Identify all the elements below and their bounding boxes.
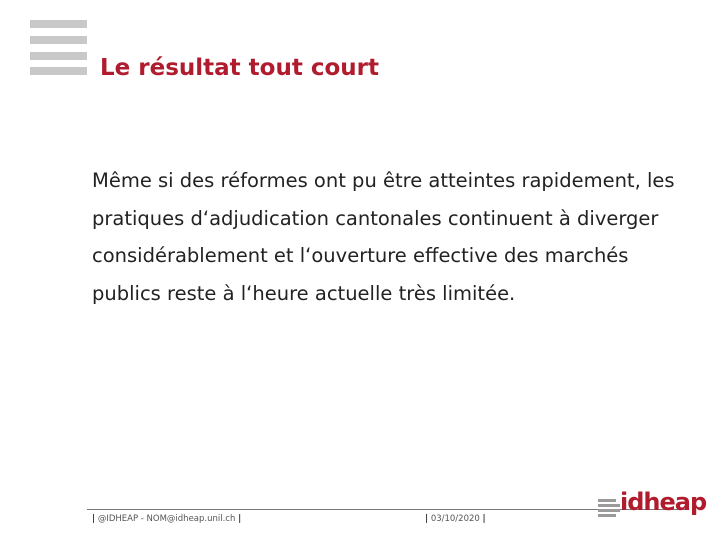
footer-pipe: | <box>482 514 486 524</box>
footer-source <box>92 514 241 524</box>
menu-bar <box>30 67 87 75</box>
slide-title: Le résultat tout court <box>100 55 379 81</box>
footer-pipe: | <box>425 514 429 524</box>
footer-date <box>425 514 486 524</box>
footer-divider <box>87 509 687 510</box>
menu-bar <box>30 36 87 44</box>
idheap-logo <box>598 488 707 524</box>
slide-body-text: Même si des réformes ont pu être atteintes rapidement, les pratiques d‘adjudication cantonales continuent à diverger considérablement et l‘ouverture effective des marchés publics reste à l‘heure actuelle très limitée. <box>92 169 675 305</box>
menu-bar <box>30 52 87 60</box>
menu-bar <box>30 20 87 28</box>
footer-pipe: | <box>238 514 242 524</box>
footer-date-text: 03/10/2020 <box>430 514 480 524</box>
logo-text: idheap <box>620 488 707 516</box>
logo-stripes-icon <box>598 499 620 517</box>
footer-source-text: @IDHEAP - NOM@idheap.unil.ch <box>97 514 236 524</box>
footer-pipe: | <box>92 514 96 524</box>
menu-bars-icon <box>30 20 87 76</box>
